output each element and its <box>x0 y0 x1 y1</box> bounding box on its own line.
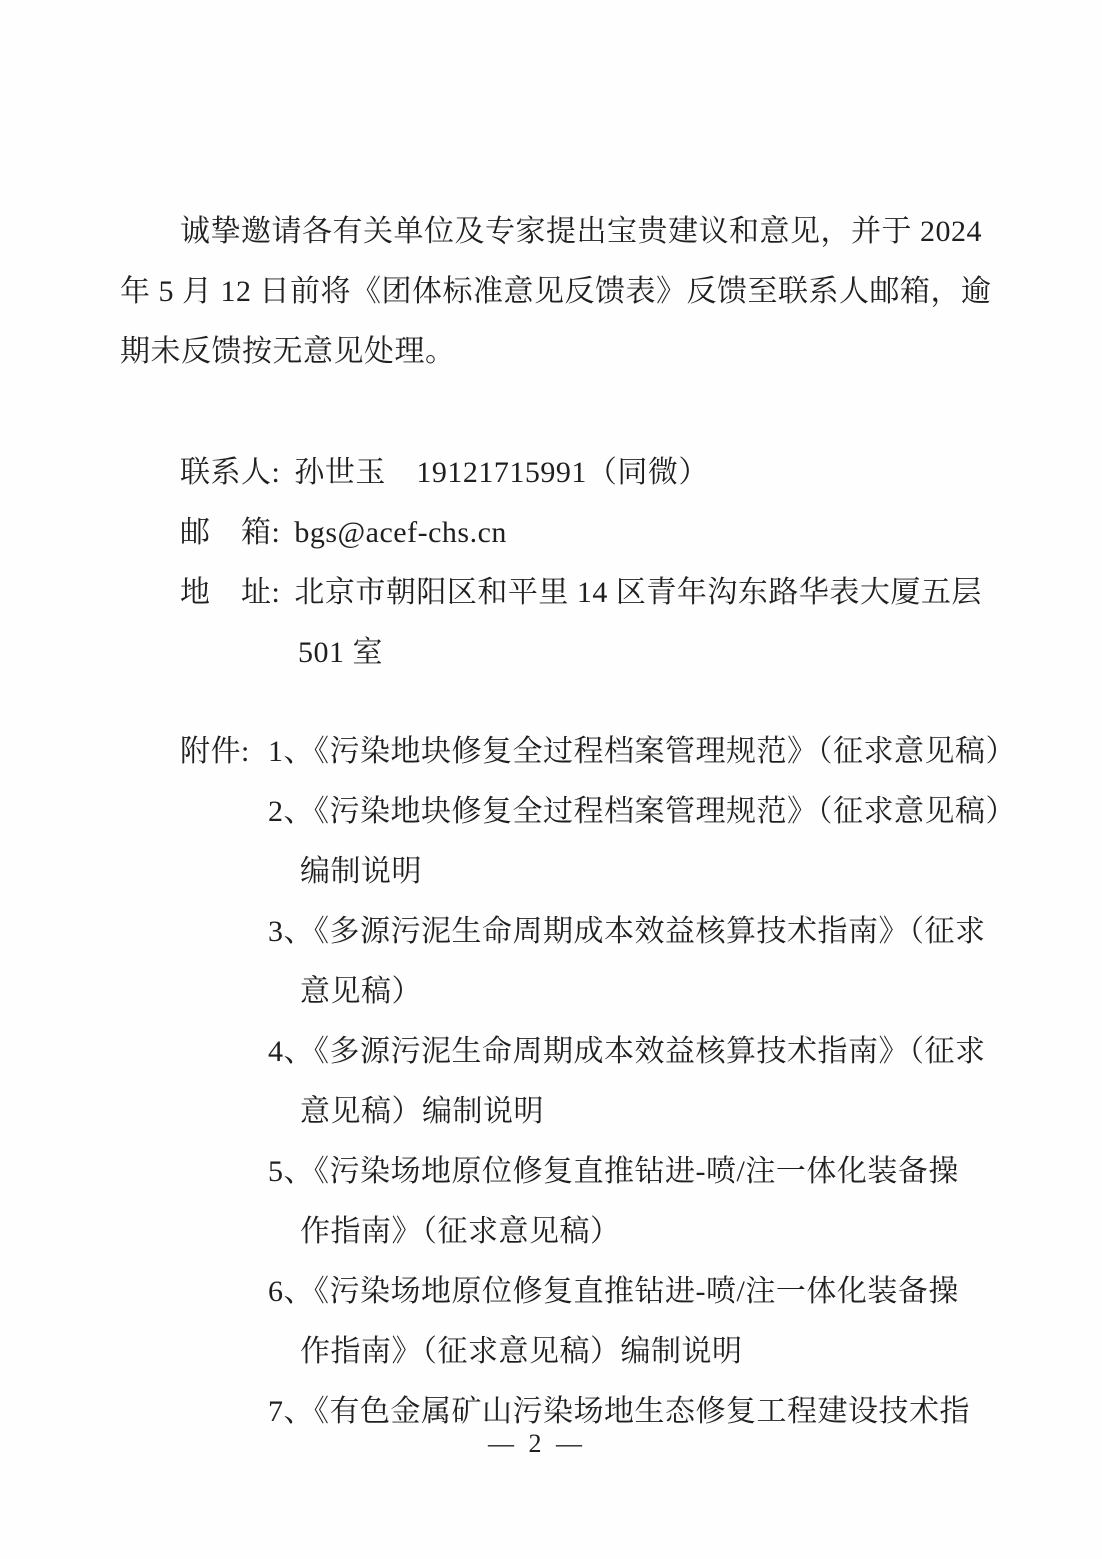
contact-block <box>180 443 982 683</box>
contact-person-row <box>180 443 982 503</box>
attachment-title: 《污染地块修复全过程档案管理规范》（征求意见稿） <box>314 735 1016 768</box>
attachment-title: 《有色金属矿山污染场地生态修复工程建设技术指 <box>314 1395 970 1428</box>
attachment-number: 3、 <box>268 915 314 948</box>
attachment-line <box>268 782 1016 842</box>
attachment-line-wrap: 作指南》（征求意见稿） <box>300 1215 621 1248</box>
attachment-line-wrap: 意见稿） <box>300 975 422 1008</box>
attachment-item-4 <box>180 1022 1016 1142</box>
contact-address-value-2: 501 室 <box>298 636 383 669</box>
attachment-title: 《多源污泥生命周期成本效益核算技术指南》（征求 <box>314 915 986 948</box>
attachment-number: 6、 <box>268 1275 314 1308</box>
attachments-block <box>180 722 1016 1442</box>
intro-paragraph <box>120 202 1002 382</box>
attachment-line <box>268 1022 1016 1082</box>
page-number: — 2 — <box>488 1429 586 1458</box>
attachment-number: 4、 <box>268 1035 314 1068</box>
paragraph-line: 诚挚邀请各有关单位及专家提出宝贵建议和意见，并于 2024 <box>180 215 982 248</box>
attachment-number: 2、 <box>268 795 314 828</box>
attachment-title: 《污染场地原位修复直推钻进-喷/注一体化装备操 <box>314 1155 959 1188</box>
attachment-line <box>268 1142 1016 1202</box>
contact-email-label: 邮 箱: <box>180 516 281 549</box>
paragraph-line: 年 5 月 12 日前将《团体标准意见反馈表》反馈至联系人邮箱，逾 <box>120 275 992 308</box>
contact-address-row-2 <box>180 623 982 683</box>
contact-person-label: 联系人: <box>180 456 281 489</box>
contact-address-label: 地 址: <box>180 576 281 609</box>
attachment-line-wrap: 编制说明 <box>300 855 422 888</box>
attachment-line <box>268 902 1016 962</box>
contact-person-value: 孙世玉 19121715991（同微） <box>294 456 709 489</box>
attachments-label: 附件: <box>180 735 250 768</box>
attachment-line <box>268 722 1016 782</box>
paragraph-line: 期未反馈按无意见处理。 <box>120 335 456 368</box>
contact-email-value: bgs@acef-chs.cn <box>294 516 507 549</box>
attachment-item-6 <box>180 1262 1016 1382</box>
attachment-line-wrap: 作指南》（征求意见稿）编制说明 <box>300 1335 743 1368</box>
attachment-line-wrap: 意见稿）编制说明 <box>300 1095 544 1128</box>
attachment-number: 7、 <box>268 1395 314 1428</box>
attachment-number: 1、 <box>268 735 314 768</box>
attachment-line <box>268 1262 1016 1322</box>
attachment-title: 《多源污泥生命周期成本效益核算技术指南》（征求 <box>314 1035 986 1068</box>
attachment-item-3 <box>180 902 1016 1022</box>
attachment-title: 《污染地块修复全过程档案管理规范》（征求意见稿） <box>314 795 1016 828</box>
attachment-item-1 <box>180 722 1016 782</box>
attachment-item-5 <box>180 1142 1016 1262</box>
contact-address-value: 北京市朝阳区和平里 14 区青年沟东路华表大厦五层 <box>294 576 982 609</box>
attachment-title: 《污染场地原位修复直推钻进-喷/注一体化装备操 <box>314 1275 959 1308</box>
contact-email-row <box>180 503 982 563</box>
attachment-item-2 <box>180 782 1016 902</box>
attachment-number: 5、 <box>268 1155 314 1188</box>
contact-address-row <box>180 563 982 623</box>
